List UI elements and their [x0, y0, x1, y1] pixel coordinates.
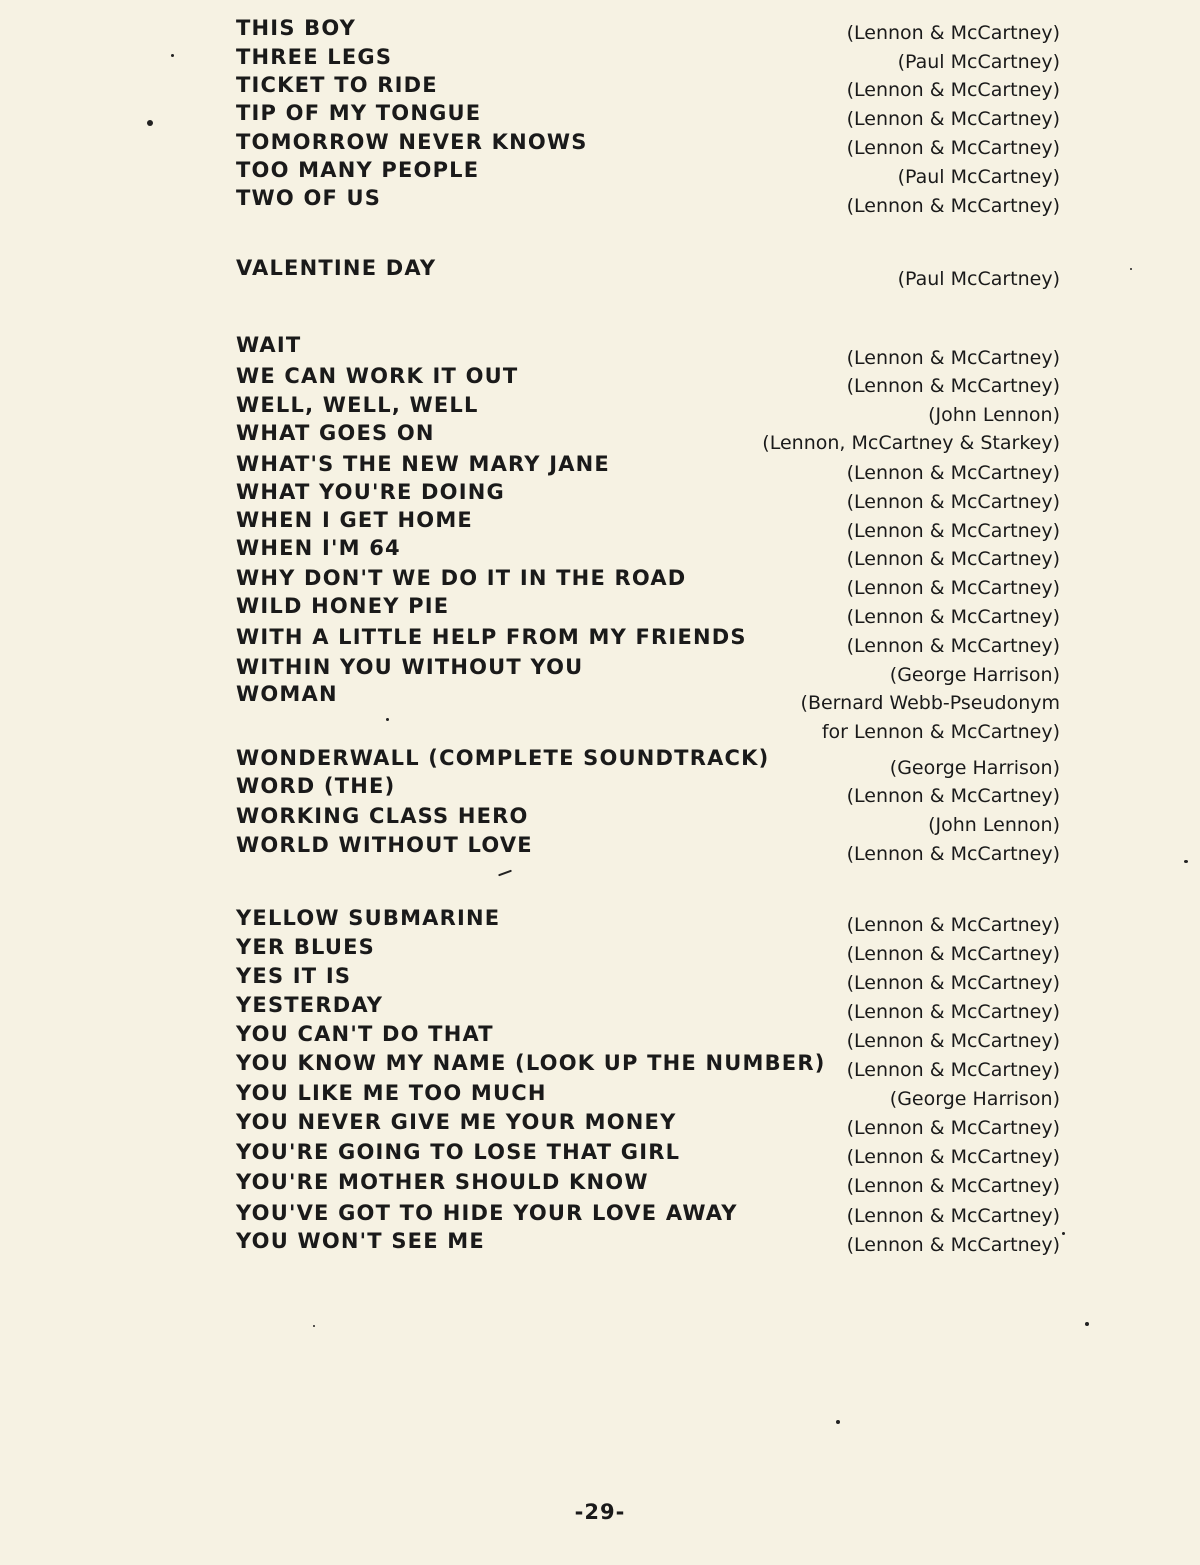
song-credit: (Lennon & McCartney): [846, 577, 1060, 599]
scan-speck: [1062, 1232, 1065, 1235]
song-row: [0, 682, 1200, 743]
song-credit: (Paul McCartney): [897, 166, 1060, 188]
song-title: WITH A LITTLE HELP FROM MY FRIENDS: [236, 625, 747, 649]
song-row: [0, 1051, 1200, 1081]
song-title: WORKING CLASS HERO: [236, 804, 529, 828]
song-credit: (George Harrison): [889, 1088, 1060, 1110]
song-title: WHAT'S THE NEW MARY JANE: [236, 452, 610, 476]
scan-speck: [1184, 860, 1188, 863]
song-row: [0, 1201, 1200, 1231]
song-row: [0, 804, 1200, 834]
song-title: YER BLUES: [236, 935, 375, 959]
song-row: [0, 536, 1200, 570]
song-row: [0, 480, 1200, 513]
song-title: YOU CAN'T DO THAT: [236, 1022, 494, 1046]
song-credit: (Lennon & McCartney): [846, 1001, 1060, 1023]
song-credit: (Lennon & McCartney): [846, 1234, 1060, 1256]
song-credit: (Lennon & McCartney): [846, 785, 1060, 807]
song-title: YELLOW SUBMARINE: [236, 906, 501, 930]
song-credit: (Lennon & McCartney): [846, 195, 1060, 217]
song-credit: (Lennon & McCartney): [846, 548, 1060, 570]
song-row: [0, 655, 1200, 685]
song-title: TOMORROW NEVER KNOWS: [236, 130, 588, 154]
song-title: VALENTINE DAY: [236, 256, 437, 280]
song-credit: (Lennon & McCartney): [846, 462, 1060, 484]
song-row: [0, 45, 1200, 75]
song-row: [0, 130, 1200, 160]
scan-speck: [171, 54, 174, 57]
song-row: [0, 746, 1200, 779]
scan-speck: [147, 120, 153, 126]
song-credit: (Lennon & McCartney): [846, 22, 1060, 44]
song-row: [0, 594, 1200, 628]
song-title: WOMAN: [236, 682, 338, 706]
song-credit: (George Harrison): [889, 664, 1060, 686]
song-row: [0, 774, 1200, 807]
song-row: [0, 1229, 1200, 1259]
scan-speck: [1130, 268, 1132, 270]
song-row: [0, 964, 1200, 994]
song-credit-line2: for Lennon & McCartney): [821, 721, 1060, 743]
song-row: [0, 566, 1200, 599]
song-row: [0, 993, 1200, 1023]
song-title: WORLD WITHOUT LOVE: [236, 833, 533, 857]
song-title: WITHIN YOU WITHOUT YOU: [236, 655, 584, 679]
song-title: TWO OF US: [236, 186, 382, 210]
song-title: WAIT: [236, 333, 302, 357]
page-number: -29-: [574, 1500, 626, 1524]
song-credit: (Lennon & McCartney): [846, 1059, 1060, 1081]
song-row: [0, 1140, 1200, 1170]
song-title: YOU'RE GOING TO LOSE THAT GIRL: [236, 1140, 681, 1164]
song-row: [0, 906, 1200, 936]
song-credit: (Lennon & McCartney): [846, 635, 1060, 657]
song-credit: (Lennon & McCartney): [846, 1117, 1060, 1139]
song-row: [0, 186, 1200, 216]
song-row: [0, 625, 1200, 655]
song-title: WELL, WELL, WELL: [236, 393, 479, 417]
song-credit: (Lennon & McCartney): [846, 843, 1060, 865]
song-title: WORD (THE): [236, 774, 396, 798]
scan-speck: [498, 870, 512, 877]
song-credit: (George Harrison): [889, 757, 1060, 779]
song-credit: (Lennon, McCartney & Starkey): [762, 432, 1060, 454]
song-title: WILD HONEY PIE: [236, 594, 450, 618]
song-credit: (John Lennon): [928, 404, 1060, 426]
song-title: YOU LIKE ME TOO MUCH: [236, 1081, 547, 1105]
song-row: [0, 508, 1200, 542]
song-title: YOU KNOW MY NAME (LOOK UP THE NUMBER): [236, 1051, 826, 1075]
song-title: YOU'RE MOTHER SHOULD KNOW: [236, 1170, 649, 1194]
song-credit: (Lennon & McCartney): [846, 347, 1060, 369]
song-title: WHY DON'T WE DO IT IN THE ROAD: [236, 566, 687, 590]
song-credit: (Lennon & McCartney): [846, 1205, 1060, 1227]
song-credit: (Bernard Webb-Pseudonym: [800, 692, 1060, 714]
scan-speck: [1085, 1322, 1089, 1326]
song-row: [0, 73, 1200, 103]
song-title: YOU'VE GOT TO HIDE YOUR LOVE AWAY: [236, 1201, 738, 1225]
song-title: TICKET TO RIDE: [236, 73, 438, 97]
song-credit: (Lennon & McCartney): [846, 491, 1060, 513]
song-row: [0, 333, 1200, 369]
song-row: [0, 1081, 1200, 1111]
song-row: [0, 421, 1200, 454]
song-credit: (Lennon & McCartney): [846, 914, 1060, 936]
song-title: YOU WON'T SEE ME: [236, 1229, 485, 1253]
song-title: WHEN I GET HOME: [236, 508, 473, 532]
song-title: THIS BOY: [236, 16, 357, 40]
song-title: WONDERWALL (COMPLETE SOUNDTRACK): [236, 746, 770, 770]
scan-speck: [386, 718, 389, 721]
song-credit: (Lennon & McCartney): [846, 137, 1060, 159]
song-row: [0, 256, 1200, 290]
song-credit: (Lennon & McCartney): [846, 1030, 1060, 1052]
song-row: [0, 158, 1200, 188]
song-row: [0, 452, 1200, 482]
scan-speck: [313, 1325, 315, 1327]
song-credit: (John Lennon): [928, 814, 1060, 836]
song-title: THREE LEGS: [236, 45, 393, 69]
song-credit: (Lennon & McCartney): [846, 972, 1060, 994]
song-credit: (Paul McCartney): [897, 51, 1060, 73]
song-title: WHEN I'M 64: [236, 536, 401, 560]
song-credit: (Lennon & McCartney): [846, 375, 1060, 397]
song-title: YESTERDAY: [236, 993, 384, 1017]
song-credit: (Lennon & McCartney): [846, 520, 1060, 542]
song-credit: (Lennon & McCartney): [846, 1146, 1060, 1168]
song-title: YOU NEVER GIVE ME YOUR MONEY: [236, 1110, 677, 1134]
song-title: WHAT YOU'RE DOING: [236, 480, 505, 504]
song-row: [0, 935, 1200, 965]
song-row: [0, 1110, 1200, 1140]
song-credit: (Lennon & McCartney): [846, 1175, 1060, 1197]
song-title: TIP OF MY TONGUE: [236, 101, 482, 125]
song-row: [0, 393, 1200, 426]
song-row: [0, 364, 1200, 397]
song-credit: (Paul McCartney): [897, 268, 1060, 290]
song-title: TOO MANY PEOPLE: [236, 158, 480, 182]
song-row: [0, 101, 1200, 131]
scan-speck: [836, 1420, 840, 1424]
song-title: WHAT GOES ON: [236, 421, 435, 445]
song-credit: (Lennon & McCartney): [846, 943, 1060, 965]
song-title: YES IT IS: [236, 964, 352, 988]
song-credit: (Lennon & McCartney): [846, 606, 1060, 628]
song-row: [0, 1022, 1200, 1052]
song-credit: (Lennon & McCartney): [846, 108, 1060, 130]
song-title: WE CAN WORK IT OUT: [236, 364, 519, 388]
song-credit: (Lennon & McCartney): [846, 79, 1060, 101]
song-row: [0, 16, 1200, 46]
song-row: [0, 833, 1200, 863]
song-row: [0, 1170, 1200, 1200]
